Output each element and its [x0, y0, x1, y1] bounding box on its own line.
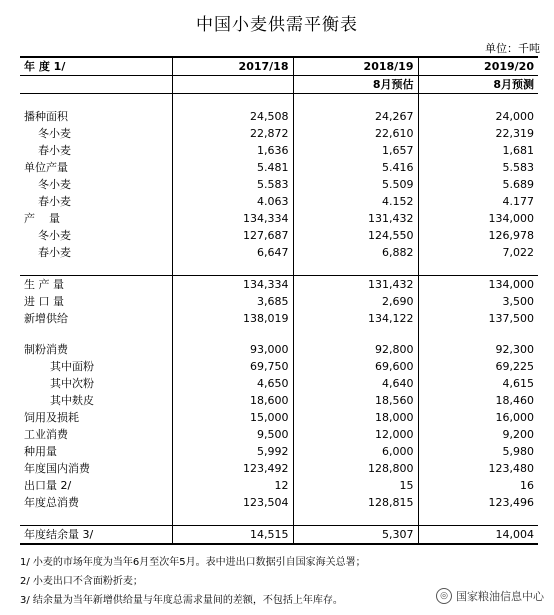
cell: 7,022 — [418, 244, 538, 261]
row-label: 种用量 — [24, 445, 57, 458]
table-row — [20, 276, 538, 294]
header-year: 2018/19 — [293, 57, 418, 76]
footnote: 2/ 小麦出口不含面粉折麦； — [20, 576, 143, 587]
page-title: 中国小麦供需平衡表 — [196, 15, 358, 35]
cell: 92,300 — [418, 341, 538, 358]
row-label: 出口量 2/ — [24, 479, 72, 492]
table-row — [20, 142, 538, 159]
cell: 123,496 — [418, 494, 538, 511]
cell: 12,000 — [293, 426, 418, 443]
row-label: 冬小麦 — [38, 229, 71, 242]
cell: 123,480 — [418, 460, 538, 477]
row-label: 冬小麦 — [38, 178, 71, 191]
row-label: 进 口 量 — [24, 295, 64, 308]
row-label: 制粉消费 — [24, 343, 68, 356]
cell: 4.152 — [293, 193, 418, 210]
table-row — [20, 494, 538, 511]
row-label: 单位产量 — [24, 161, 68, 174]
cell: 127,687 — [172, 227, 293, 244]
cell: 18,600 — [172, 392, 293, 409]
cell: 4.177 — [418, 193, 538, 210]
cell: 6,882 — [293, 244, 418, 261]
table-row — [20, 375, 538, 392]
watermark-text: 国家粮油信息中心 — [456, 590, 544, 603]
header-year: 2017/18 — [172, 57, 293, 76]
row-label: 饲用及损耗 — [24, 411, 79, 424]
header-row — [20, 57, 538, 76]
cell: 5.583 — [418, 159, 538, 176]
cell: 3,500 — [418, 293, 538, 310]
table-row — [20, 227, 538, 244]
table-row — [20, 341, 538, 358]
cell: 123,504 — [172, 494, 293, 511]
cell: 24,508 — [172, 108, 293, 125]
header-sub: 8月预估 — [293, 76, 418, 94]
cell: 131,432 — [293, 210, 418, 227]
cell: 5.481 — [172, 159, 293, 176]
table-row — [20, 443, 538, 460]
cell: 14,004 — [418, 526, 538, 545]
cell: 24,267 — [293, 108, 418, 125]
row-label: 冬小麦 — [38, 127, 71, 140]
cell: 134,334 — [172, 210, 293, 227]
row-label: 春小麦 — [38, 195, 71, 208]
table-row — [20, 293, 538, 310]
row-label: 春小麦 — [38, 246, 71, 259]
row-label: 其中麸皮 — [50, 394, 94, 407]
cell: 1,636 — [172, 142, 293, 159]
header-label: 年 度 1/ — [20, 57, 172, 76]
cell: 4,650 — [172, 375, 293, 392]
table-row — [20, 409, 538, 426]
row-label: 年度总消费 — [24, 496, 79, 509]
cell: 131,432 — [293, 276, 418, 294]
cell: 15,000 — [172, 409, 293, 426]
cell: 134,122 — [293, 310, 418, 327]
cell: 18,560 — [293, 392, 418, 409]
cell: 134,334 — [172, 276, 293, 294]
cell: 134,000 — [418, 276, 538, 294]
balance-table — [20, 56, 538, 545]
cell: 18,000 — [293, 409, 418, 426]
cell: 124,550 — [293, 227, 418, 244]
cell: 16,000 — [418, 409, 538, 426]
cell: 6,000 — [293, 443, 418, 460]
table-row — [20, 244, 538, 261]
row-label: 工业消费 — [24, 428, 68, 441]
table-row — [20, 526, 538, 545]
row-label: 其中面粉 — [50, 360, 94, 373]
table-row — [20, 108, 538, 125]
table-row — [20, 210, 538, 227]
row-label: 年度国内消费 — [24, 462, 90, 475]
footnote: 1/ 小麦的市场年度为当年6月至次年5月。表中进出口数据引自国家海关总署； — [20, 557, 366, 568]
header-sub — [172, 76, 293, 94]
cell: 24,000 — [418, 108, 538, 125]
watermark — [436, 588, 544, 604]
row-label: 播种面积 — [24, 110, 68, 123]
cell: 16 — [418, 477, 538, 494]
cell: 6,647 — [172, 244, 293, 261]
footnotes — [20, 553, 366, 610]
cell: 5.583 — [172, 176, 293, 193]
wechat-icon: ◎ — [436, 588, 452, 604]
table-row — [20, 392, 538, 409]
row-label: 春小麦 — [38, 144, 71, 157]
cell: 69,600 — [293, 358, 418, 375]
row-label: 其中次粉 — [50, 377, 94, 390]
footnote: 3/ 结余量为当年新增供给量与年度总需求量间的差额，不包括上年库存。 — [20, 595, 343, 606]
table-row — [20, 426, 538, 443]
cell: 5.509 — [293, 176, 418, 193]
row-label: 新增供给 — [24, 312, 68, 325]
cell: 1,657 — [293, 142, 418, 159]
row-label: 生 产 量 — [20, 276, 172, 294]
cell: 14,515 — [172, 526, 293, 545]
cell: 22,610 — [293, 125, 418, 142]
cell: 69,750 — [172, 358, 293, 375]
table-row — [20, 159, 538, 176]
cell: 92,800 — [293, 341, 418, 358]
cell: 5,992 — [172, 443, 293, 460]
cell: 69,225 — [418, 358, 538, 375]
table-row — [20, 358, 538, 375]
cell: 9,200 — [418, 426, 538, 443]
cell: 128,800 — [293, 460, 418, 477]
cell: 5,307 — [293, 526, 418, 545]
cell: 137,500 — [418, 310, 538, 327]
cell: 138,019 — [172, 310, 293, 327]
cell: 126,978 — [418, 227, 538, 244]
cell: 123,492 — [172, 460, 293, 477]
table-row — [20, 477, 538, 494]
table-row — [20, 193, 538, 210]
cell: 9,500 — [172, 426, 293, 443]
unit-label: 单位：千吨 — [485, 42, 540, 55]
cell: 15 — [293, 477, 418, 494]
header-sub-row — [20, 76, 538, 94]
table-row — [20, 310, 538, 327]
cell: 5.689 — [418, 176, 538, 193]
cell: 2,690 — [293, 293, 418, 310]
cell: 4,640 — [293, 375, 418, 392]
row-label: 产 量 — [24, 212, 60, 225]
cell: 18,460 — [418, 392, 538, 409]
cell: 22,319 — [418, 125, 538, 142]
table-row — [20, 176, 538, 193]
header-sub: 8月预测 — [418, 76, 538, 94]
cell: 5.416 — [293, 159, 418, 176]
cell: 134,000 — [418, 210, 538, 227]
cell: 12 — [172, 477, 293, 494]
table-row — [20, 125, 538, 142]
table-row — [20, 460, 538, 477]
cell: 22,872 — [172, 125, 293, 142]
header-year: 2019/20 — [418, 57, 538, 76]
row-label: 年度结余量 3/ — [20, 526, 172, 545]
cell: 93,000 — [172, 341, 293, 358]
cell: 3,685 — [172, 293, 293, 310]
cell: 128,815 — [293, 494, 418, 511]
cell: 1,681 — [418, 142, 538, 159]
cell: 5,980 — [418, 443, 538, 460]
cell: 4,615 — [418, 375, 538, 392]
cell: 4.063 — [172, 193, 293, 210]
